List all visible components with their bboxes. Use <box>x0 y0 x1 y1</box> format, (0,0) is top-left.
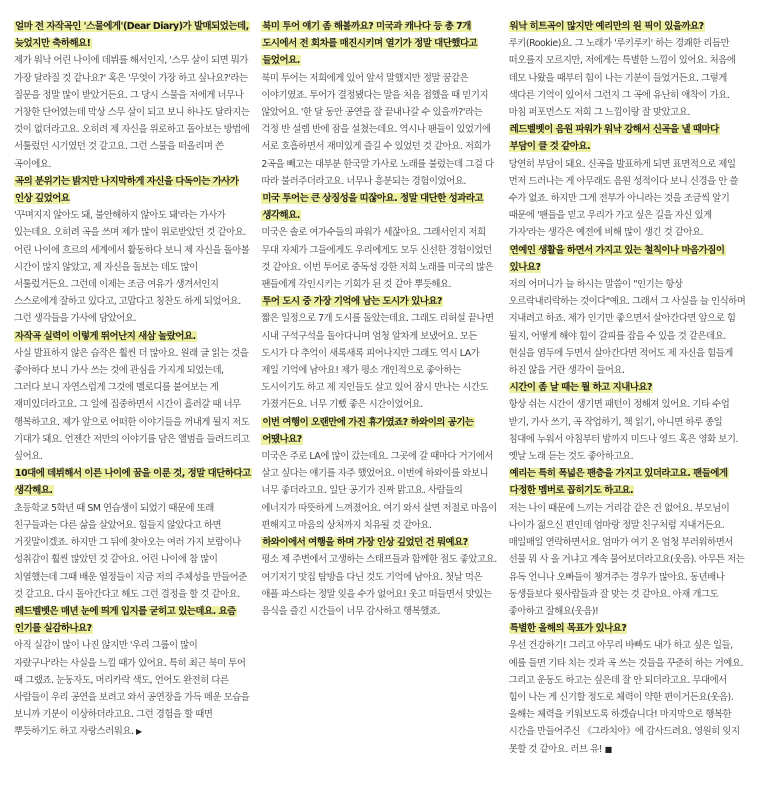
interview-answer <box>261 70 498 190</box>
question-text: 워낙 히트곡이 많지만 예리만의 원 픽이 있을까요? <box>509 21 704 32</box>
question-text: 레드벨벳이 음원 파워가 워낙 강해서 신곡을 낼 때마다 부담이 클 것 같아요. <box>509 124 719 153</box>
answer-text: 짧은 일정으로 7개 도시를 돌았는데요. 그래도 리허설 끝나면 시내 구석구석을 돌아다니며 엄청 알차게 보냈어요. 모든 도시가 다 추억이 새록새록 피어나지만 그래도 역시 LA가 제일 기억에 남아요! 제가 평소 개인적으로 좋아하는 도시이기도 하고 제 지인들도 살고 있어 잠시 만나는 시간도 가졌거든요. 너무 기뻤 좋은 시간이었어요. <box>261 313 494 411</box>
question-text: 이번 여행이 오랜만에 가진 휴가였죠? 하와이의 공기는 어땠나요? <box>262 416 474 445</box>
interview-question <box>14 603 251 637</box>
question-text: 곡의 분위기는 밝지만 나지막하게 자신을 다독이는 가사가 인상 깊었어요 <box>15 175 239 205</box>
interview-answer <box>261 551 498 620</box>
answer-text: 제가 워낙 어린 나이에 데뷔를 해서인지, '스무 살이 되면 뭐가 가장 달라질 것 같나요?' 혹은 '무엇이 가장 하고 싶나요?'라는 질문을 정말 많이 받았거든요. 그 당시 스물을 저에게 너무나 거창한 단어였는데 막상 스무 살이 되고 보니 하나도 달라지는 것이 없더라고요. 오히려 제 자신을 위로하고 돌아보는 방법에 서툴렀던 시기였던 것 같고요. 그런 스물을 떠올리며 쓴 곡이에요. <box>14 55 250 170</box>
interview-answer <box>509 35 746 121</box>
end-mark: ▶ <box>136 727 142 737</box>
interview-question <box>509 379 746 396</box>
text-columns <box>14 18 746 804</box>
interview-answer <box>14 52 251 172</box>
question-text: 북미 투어 얘기 좀 해볼까요? 미국과 캐나다 등 총 7개 도시에서 전 회차를 매진시키며 열기가 정말 대단했다고 들었어요. <box>262 21 478 67</box>
question-text: 자작곡 실력이 이렇게 뛰어난지 새삼 놀랐어요. <box>15 330 196 342</box>
question-text: 하와이에서 여행을 하며 가장 인상 깊었던 건 뭐예요? <box>262 537 468 549</box>
answer-text: 당연히 부담이 돼요. 신곡을 발표하게 되면 표면적으로 제일 먼저 드러나는 게 아무래도 음원 성적이다 보니 신경을 안 쓸 수가 없죠. 하지만 그게 전부가 아니라는 것을 조금씩 알기 때문에 '팬들을 믿고 우리가 가고 싶은 길을 자신 있게 가자'라는 생각은 예전에 비해 많이 생긴 것 같아요. <box>508 158 738 239</box>
interview-question <box>509 121 746 155</box>
column-right <box>509 18 746 804</box>
answer-text: 저의 어머니가 늘 하시는 말씀이 "인기는 항상 오르락내리락하는 것이다"예요. 그래서 그 사실을 늘 인식하며 지내려고 하죠. 제가 인기만 좋으면서 살아간다면 앞으로 힘 될지, 어떻게 해야 힘이 갈피를 잡을 수 있을 것 같은데요. 현실을 염두에 두면서 살아간다면 적어도 제 자신을 힘들게 하진 않을 거란 생각이 들어요. <box>508 279 746 377</box>
answer-text: '꾸며지지 않아도 돼, 불안해하지 않아도 돼'라는 가사가 있는데요. 오히려 곡을 쓰며 제가 많이 위로받았던 것 같아요. 어린 나이에 흐르의 세계에서 활동하다 보니 제 자신을 돌아볼 시간이 많지 않았고, 제 자신을 돌보는 데도 많이 서툴렀거든요. 그런데 이제는 조금 여유가 생겨서인지 스스로에게 잘하고 있다고, 고맙다고 칭찬도 하게 되었어요. 그런 생각들을 가사에 담았어요. <box>14 210 250 325</box>
interview-question <box>261 18 498 70</box>
interview-question <box>509 465 746 499</box>
question-text: 시간이 좀 날 때는 뭘 하고 지내나요? <box>509 382 653 394</box>
question-text: 10대에 데뷔해서 이른 나이에 꿈을 이룬 것, 정말 대단하다고 생각해요. <box>15 468 251 497</box>
question-text: 투어 도시 중 가장 기억에 남는 도시가 있나요? <box>262 296 442 308</box>
interview-answer <box>14 345 251 465</box>
interview-question <box>261 534 498 551</box>
interview-question <box>261 190 498 224</box>
answer-text: 미국은 주로 LA에 많이 갔는데요. 그곳에 갈 때마다 거기에서 살고 싶다는 얘기를 자주 했었어요. 이번에 하와이를 와보니 너무 좋더라고요. 일단 공기가 진짜 맑고요. 사람들의 에너지가 따뜻하게 느껴졌어요. 여기 와서 살면 저절로 마음이 편해지고 마음의 상처까지 치유될 것 같아요. <box>261 451 497 531</box>
answer-text: 항상 쉬는 시간이 생기면 패턴이 정해져 있어요. 기타 수업 받기, 가사 쓰기, 곡 작업하기, 책 읽기, 아니면 하루 종일 침대에 누워서 아침부터 밤까지 미드나 영드 혹은 영화 보기. 옛날 노래 듣는 것도 좋아하고요. <box>508 399 738 463</box>
interview-answer <box>261 224 498 293</box>
interview-answer <box>14 500 251 603</box>
answer-text: 루키(Rookie)요. 그 노래가 '루키루키' 하는 경쾌한 리듬만 떠오를지 모르지만, 저에게는 특별한 느낌이 있어요. 처음에 데모 나왔을 때부터 힘이 나는 기분이 들었거든요. 그렇게 색다른 기억이 있어서 그런지 그 곡에 유난히 애착이 가요. 마침 퍼포먼스도 저희 그 느낌이랑 잘 맞았고요. <box>508 38 736 119</box>
interview-question <box>261 293 498 310</box>
interview-question <box>509 18 746 35</box>
interview-question <box>509 620 746 637</box>
answer-text: 저는 나이 때문에 느끼는 거리감 같은 건 없어요. 부모님이 나이가 젊으신 편인데 엄마랑 정말 친구처럼 지내거든요. 매일매일 연락하면서요. 엄마가 여기 온 엄청 부러워하면서 선물 뭐 사 올 거냐고 계속 물어보더라고요(웃음). 아무튼 저는 유독 언니나 오빠들이 챙겨주는 경우가 많아요. 동년배나 동생들보다 윗사람들과 잘 맞는 것 같아요. 아재 개그도 좋아하고 잘해요(웃음)! <box>508 502 745 617</box>
answer-text: 미국은 솔로 여가수들의 파워가 세잖아요. 그래서인지 저희 무대 자체가 그들에게도 우리에게도 모두 신선한 경험이었던 것 같아요. 이번 투어로 중독성 강한 저희 노래를 미국의 많은 팬들에게 각인시키는 기회가 된 것 같아 뿌듯해요. <box>261 227 494 291</box>
answer-text: 초등학교 5학년 때 SM 연습생이 되었기 때문에 또래 친구들과는 다른 삶을 살았어요. 힘들지 않았다고 하면 거짓말이겠죠. 하지만 그 뒤에 찾아오는 여러 가지 보람이나 성취감이 훨씬 많았던 것 같아요. 어린 나이에 참 많이 치열했는데 그때 배운 열정들이 지금 저의 주체성을 만들어준 것 같고요. 다시 돌아간다고 해도 그런 결정을 할 것 같아요. <box>14 502 247 600</box>
interview-answer <box>509 396 746 465</box>
question-text: 레드벨벳은 매년 눈에 띄게 입지를 굳히고 있는데요. 요즘 인기를 실감하나요? <box>15 605 236 635</box>
interview-question <box>509 242 746 276</box>
answer-text: 아직 실감이 많이 나진 않지만 '우리 그룹이 많이 자랐구나'라는 사실을 느낄 때가 있어요. 특히 최근 북미 투어 때 그랬죠. 눈동자도, 머리카락 색도, 언어도 완전히 다른 사람들이 우리 공연을 보려고 와서 공연장을 가득 메운 모습을 보니까 기분이 이상하더라고요. 그런 경험을 할 때면 뿌듯하기도 하고 자랑스러워요. <box>14 640 250 738</box>
column-left <box>14 18 251 804</box>
interview-question <box>14 18 251 52</box>
answer-text: 평소 제 주변에서 고생하는 스태프들과 함께한 점도 좋았고요. 여기저기 맛집 탐방을 다닌 것도 기억에 남아요. 첫날 먹은 애플 파스타는 정말 잊을 수가 없어요! 웃고 떠들면서 맛있는 음식을 즐긴 시간들이 너무 감사하고 행복했죠. <box>261 554 497 617</box>
question-text: 연예인 생활을 하면서 가지고 있는 철칙이나 마음가짐이 있나요? <box>509 244 725 273</box>
interview-answer <box>509 500 746 620</box>
interview-answer <box>509 276 746 379</box>
answer-text: 우선 건강하기! 그리고 아무리 바빠도 내가 하고 싶은 일들, 예를 들면 기타 치는 것과 곡 쓰는 것들을 꾸준히 하는 거예요. 그리고 운동도 하고는 싶은데 잘 안 되더라고요. 무대에서 힘이 나는 게 신기할 정도로 체력이 약한 편이거든요(웃음). 올해는 체력을 키워보도록 하겠습니다! 마지막으로 행복한 시간을 만들어주신 《그라치아》에 감사드려요. 영원히 잊지 못할 것 같아요. 러브 유! <box>508 640 744 755</box>
interview-answer <box>261 448 498 534</box>
column-middle <box>261 18 498 804</box>
interview-answer <box>509 637 746 757</box>
question-text: 예리는 특히 폭넓은 팬층을 가지고 있더라고요. 팬들에게 다정한 멤버로 꼽히기도 하고요. <box>509 468 728 497</box>
interview-answer <box>509 156 746 242</box>
answer-text: 사실 발표하지 않은 습작은 훨씬 더 많아요. 원래 글 읽는 것을 좋아하다 보니 가사 쓰는 것에 관심을 가지게 되었는데, 그러다 보니 자연스럽게 그것에 멜로디를 붙여보는 게 재미있더라고요. 그 일에 집중하면서 시간이 흘러갈 때 너무 행복하고요. 제가 앞으로 어떠한 이야기들을 꺼내게 될지 저도 기대가 돼요. 언젠간 저만의 이야기를 담은 앨범을 들려드리고 싶어요. <box>14 347 250 463</box>
question-text: 미국 투어는 큰 상징성을 띠잖아요. 정말 대단한 성과라고 생각해요. <box>262 193 484 222</box>
end-mark: ■ <box>604 744 612 754</box>
interview-answer <box>14 637 251 740</box>
interview-question <box>14 328 251 345</box>
question-text: 얼마 전 자작곡인 '스물에게'(Dear Diary)가 발매되었는데, 늦었지만 축하해요! <box>15 21 249 50</box>
interview-question <box>14 465 251 499</box>
interview-answer <box>261 310 498 413</box>
question-text: 특별한 올해의 목표가 있나요? <box>509 623 627 635</box>
interview-question <box>261 414 498 448</box>
answer-text: 북미 투어는 저희에게 있어 앞서 말했지만 정말 꿈같은 이야기였죠. 투어가 결정됐다는 말을 처음 접했을 때 믿기지 않았어요. '한 달 동안 공연을 잘 끝내나갈 수 있을까?'라는 걱정 반 설렘 반에 잠을 설쳤는데요. 역시나 팬들이 있었기에 서로 호흡하면서 재미있게 즐길 수 있었던 것 같아요. 저희가 2곡을 빼고는 대부분 한국말 가사로 노래를 불렀는데 그걸 다 따라 불러주더라고요. 너무나 흥분되는 경험이었어요. <box>261 72 494 187</box>
interview-question <box>14 173 251 207</box>
interview-answer <box>14 207 251 327</box>
